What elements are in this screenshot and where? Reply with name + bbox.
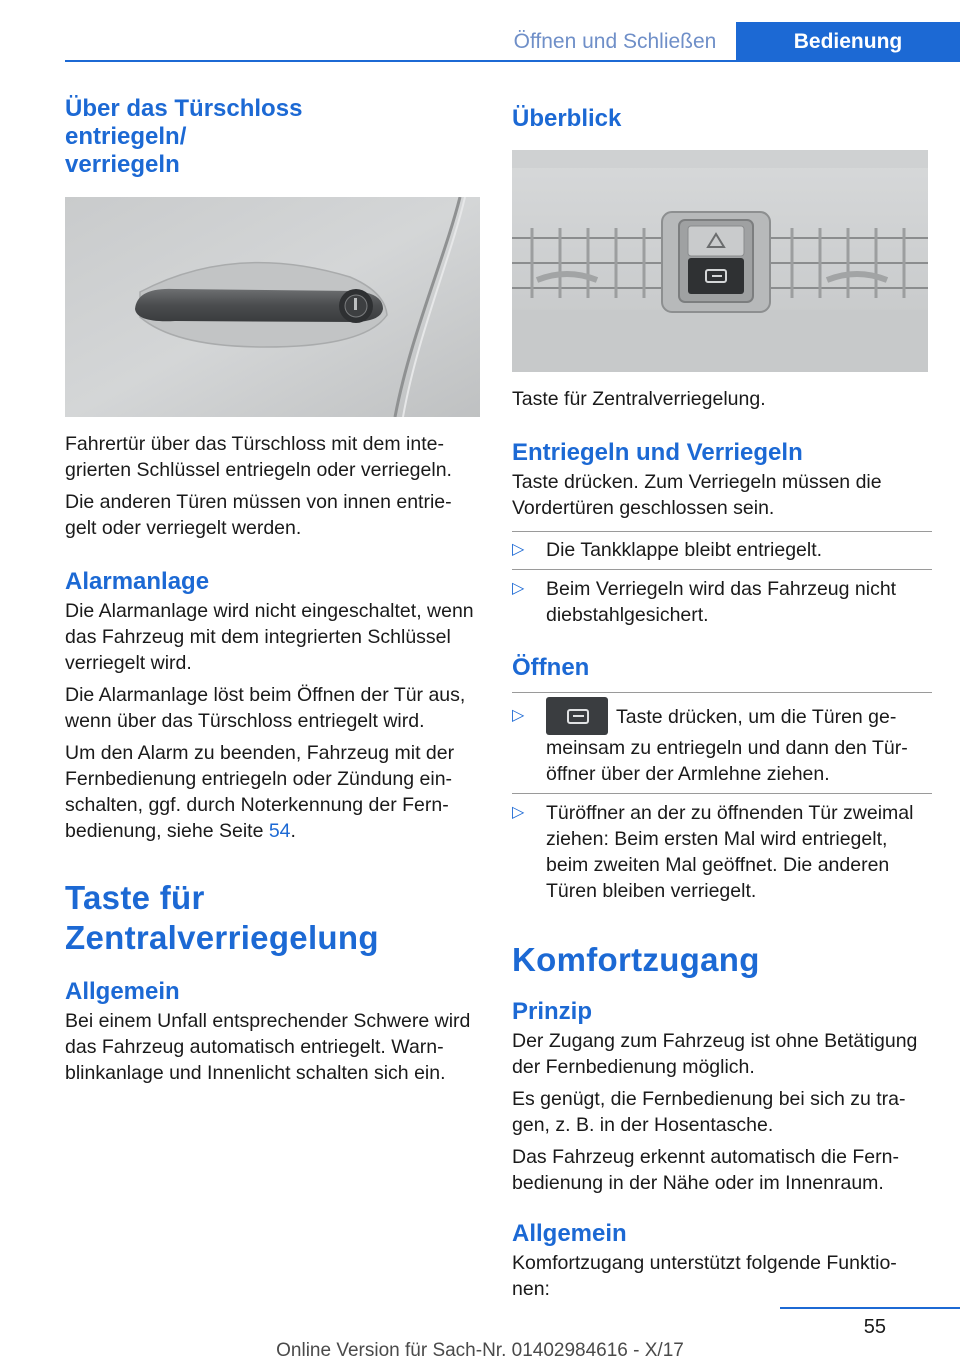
heading-open: Öffnen [512, 654, 590, 681]
bullet-list-unlock [512, 537, 932, 634]
triangle-bullet-icon: ▷ [512, 580, 525, 597]
page-link-54[interactable]: 54 [268, 820, 291, 842]
triangle-bullet-icon: ▷ [512, 541, 525, 558]
figure-caption: Taste für Zentralverriegelung. [512, 388, 766, 410]
heading-general-2: Allgemein [512, 1220, 627, 1247]
header-rule [65, 60, 960, 62]
paragraph-general: Bei einem Unfall entsprechender Schwere wird das Fahrzeug automatisch entriegelt. Warn-blinkanlage und Innenlicht schalten sich ein. [65, 1010, 471, 1084]
right-column [512, 95, 932, 1302]
left-column [65, 95, 480, 1086]
footer-version-text: Online Version für Sach-Nr. 01402984616 - X/17 [276, 1340, 684, 1361]
bullet-list-open [512, 697, 932, 910]
paragraph-alarm-3: Um den Alarm zu beenden, Fahrzeug mit der Fernbedienung entriegeln oder Zündung ein-schalten, ggf. durch Noterkennung der Fern-bedienung, siehe Seite 54. [65, 742, 455, 842]
paragraph-door-1: Fahrertür über das Türschloss mit dem inte-grierten Schlüssel entriegeln oder verriegeln. [65, 433, 452, 481]
header-chapter-tab[interactable]: Bedienung [736, 22, 960, 62]
paragraph-alarm-2: Die Alarmanlage löst beim Öffnen der Tür aus, wenn über das Türschloss entriegelt wird. [65, 684, 466, 732]
paragraph-door-2: Die anderen Türen müssen von innen entrie-gelt oder verriegelt werden. [65, 491, 452, 539]
heading-door-lock: Über das Türschloss entriegeln/ verriegeln [65, 95, 303, 178]
triangle-bullet-icon: ▷ [512, 707, 525, 724]
list-item: ▷ Beim Verriegeln wird das Fahrzeug nicht diebstahlgesichert. [512, 569, 932, 634]
heading-principle: Prinzip [512, 998, 593, 1025]
heading-general: Allgemein [65, 978, 180, 1005]
header-section-title: Öffnen und Schließen [513, 30, 717, 53]
unlock-button-icon [546, 697, 608, 735]
paragraph-principle-3: Das Fahrzeug erkennt automatisch die Fern-bedienung in der Nähe oder im Innenraum. [512, 1146, 899, 1194]
paragraph-principle-2: Es genügt, die Fernbedienung bei sich zu tra-gen, z. B. in der Hosentasche. [512, 1088, 906, 1136]
heading-central-locking: Taste für Zentralverriegelung [65, 879, 379, 956]
paragraph-unlock-lock: Taste drücken. Zum Verriegeln müssen die Vordertüren geschlossen sein. [512, 471, 882, 519]
heading-comfort-access: Komfortzugang [512, 941, 760, 978]
page-number: 55 [863, 1316, 886, 1338]
footer-rule [780, 1307, 960, 1309]
heading-unlock-lock: Entriegeln und Verriegeln [512, 439, 803, 466]
list-item: ▷ Türöffner an der zu öffnenden Tür zweimal ziehen: Beim ersten Mal wird entriegelt, beim zweiten Mal geöffnet. Die anderen Türen bleiben verriegelt. [512, 793, 932, 910]
heading-alarm: Alarmanlage [65, 568, 210, 595]
door-handle-figure [65, 197, 480, 417]
central-locking-button-figure [512, 150, 928, 372]
paragraph-alarm-1: Die Alarmanlage wird nicht eingeschaltet, wenn das Fahrzeug mit dem integrierten Schlüssel verriegelt wird. [65, 600, 474, 674]
list-item: ▷ Taste drücken, um die Türen ge-meinsam zu entriegeln und dann den Tür-öffner über der Armlehne ziehen. [512, 697, 932, 793]
paragraph-general-2: Komfortzugang unterstützt folgende Funktio-nen: [512, 1252, 897, 1300]
list-item: ▷ Die Tankklappe bleibt entriegelt. [512, 539, 823, 561]
bullet-separator [512, 531, 932, 532]
paragraph-principle-1: Der Zugang zum Fahrzeug ist ohne Betätigung der Fernbedienung möglich. [512, 1030, 918, 1078]
heading-overview: Überblick [512, 105, 622, 132]
triangle-bullet-icon: ▷ [512, 804, 525, 821]
